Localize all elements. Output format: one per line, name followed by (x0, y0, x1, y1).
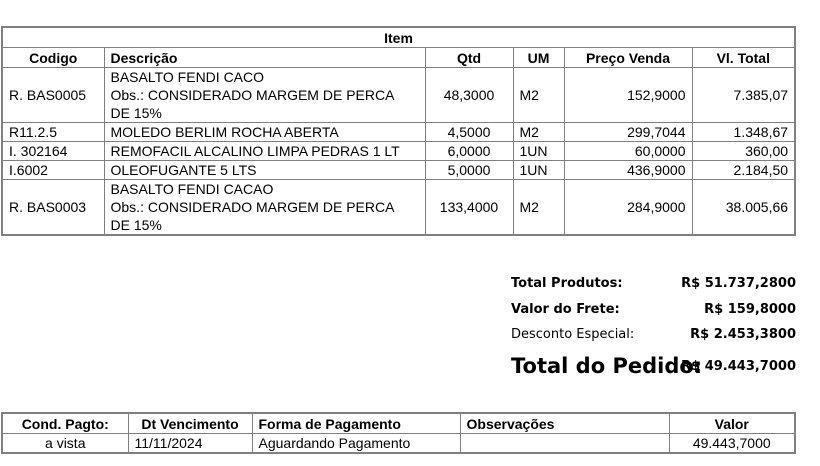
valor-frete-label: Valor do Frete: (511, 302, 620, 317)
valor-frete-line (511, 298, 796, 324)
cell-cond-pagto: a vista (2, 434, 128, 454)
desconto-especial-value: R$ 2.453,3800 (690, 327, 796, 342)
table-row (2, 434, 795, 454)
cell-observacoes (460, 434, 669, 454)
cell-um: 1UN (513, 161, 564, 180)
cell-um: M2 (513, 123, 564, 142)
payment-header-row (2, 413, 795, 434)
header-preco-venda: Preço Venda (564, 48, 692, 68)
header-cond-pagto: Cond. Pagto: (2, 413, 128, 434)
header-descricao: Descrição (104, 48, 425, 68)
cell-qtd: 133,4000 (425, 180, 513, 236)
descricao-obs-cont: DE 15% (110, 105, 162, 121)
cell-dt-vencimento: 11/11/2024 (128, 434, 252, 454)
header-forma-pagamento: Forma de Pagamento (252, 413, 460, 434)
total-produtos-line (511, 272, 796, 298)
cell-preco-venda: 60,0000 (564, 142, 692, 161)
items-header-row (2, 48, 795, 68)
desconto-especial-label: Desconto Especial: (511, 327, 635, 342)
cell-qtd: 48,3000 (425, 68, 513, 123)
cell-codigo: R. BAS0005 (2, 68, 104, 123)
cell-qtd: 5,0000 (425, 161, 513, 180)
cell-preco-venda: 299,7044 (564, 123, 692, 142)
cell-codigo: R11.2.5 (2, 123, 104, 142)
items-title-row (2, 27, 795, 48)
cell-valor: 49.443,7000 (669, 434, 795, 454)
cell-preco-venda: 436,9000 (564, 161, 692, 180)
cell-preco-venda: 284,9000 (564, 180, 692, 236)
cell-descricao: OLEOFUGANTE 5 LTS (104, 161, 425, 180)
cell-descricao (104, 180, 425, 236)
total-pedido-line (511, 350, 796, 384)
cell-vl-total: 38.005,66 (692, 180, 795, 236)
total-produtos-label: Total Produtos: (511, 276, 623, 291)
cell-descricao (104, 68, 425, 123)
header-qtd: Qtd (425, 48, 513, 68)
descricao-obs: Obs.: CONSIDERADO MARGEM DE PERCA (110, 87, 395, 103)
table-row (2, 68, 795, 123)
header-observacoes: Observações (460, 413, 669, 434)
cell-um: 1UN (513, 142, 564, 161)
payment-table (1, 412, 796, 454)
cell-codigo: R. BAS0003 (2, 180, 104, 236)
total-pedido-value: R$ 49.443,7000 (681, 359, 796, 374)
total-pedido-label: Total do Pedido: (511, 354, 703, 378)
items-title: Item (2, 27, 795, 48)
cell-vl-total: 2.184,50 (692, 161, 795, 180)
items-table (1, 26, 796, 236)
descricao-line: BASALTO FENDI CACO (110, 69, 265, 85)
valor-frete-value: R$ 159,8000 (704, 302, 796, 317)
header-valor: Valor (669, 413, 795, 434)
table-row (2, 161, 795, 180)
cell-vl-total: 7.385,07 (692, 68, 795, 123)
header-vl-total: Vl. Total (692, 48, 795, 68)
cell-forma-pagamento: Aguardando Pagamento (252, 434, 460, 454)
totals-summary (511, 272, 796, 384)
cell-um: M2 (513, 68, 564, 123)
cell-qtd: 6,0000 (425, 142, 513, 161)
cell-preco-venda: 152,9000 (564, 68, 692, 123)
table-row (2, 180, 795, 236)
cell-descricao: REMOFACIL ALCALINO LIMPA PEDRAS 1 LT (104, 142, 425, 161)
header-codigo: Codigo (2, 48, 104, 68)
descricao-obs-cont: DE 15% (110, 217, 162, 233)
desconto-especial-line (511, 324, 796, 350)
header-um: UM (513, 48, 564, 68)
cell-um: M2 (513, 180, 564, 236)
table-row (2, 123, 795, 142)
cell-qtd: 4,5000 (425, 123, 513, 142)
total-produtos-value: R$ 51.737,2800 (681, 276, 796, 291)
header-dt-vencimento: Dt Vencimento (128, 413, 252, 434)
cell-vl-total: 1.348,67 (692, 123, 795, 142)
table-row (2, 142, 795, 161)
cell-descricao: MOLEDO BERLIM ROCHA ABERTA (104, 123, 425, 142)
cell-codigo: I.6002 (2, 161, 104, 180)
cell-vl-total: 360,00 (692, 142, 795, 161)
cell-codigo: I. 302164 (2, 142, 104, 161)
descricao-obs: Obs.: CONSIDERADO MARGEM DE PERCA (110, 199, 395, 215)
descricao-line: BASALTO FENDI CACAO (110, 181, 274, 197)
